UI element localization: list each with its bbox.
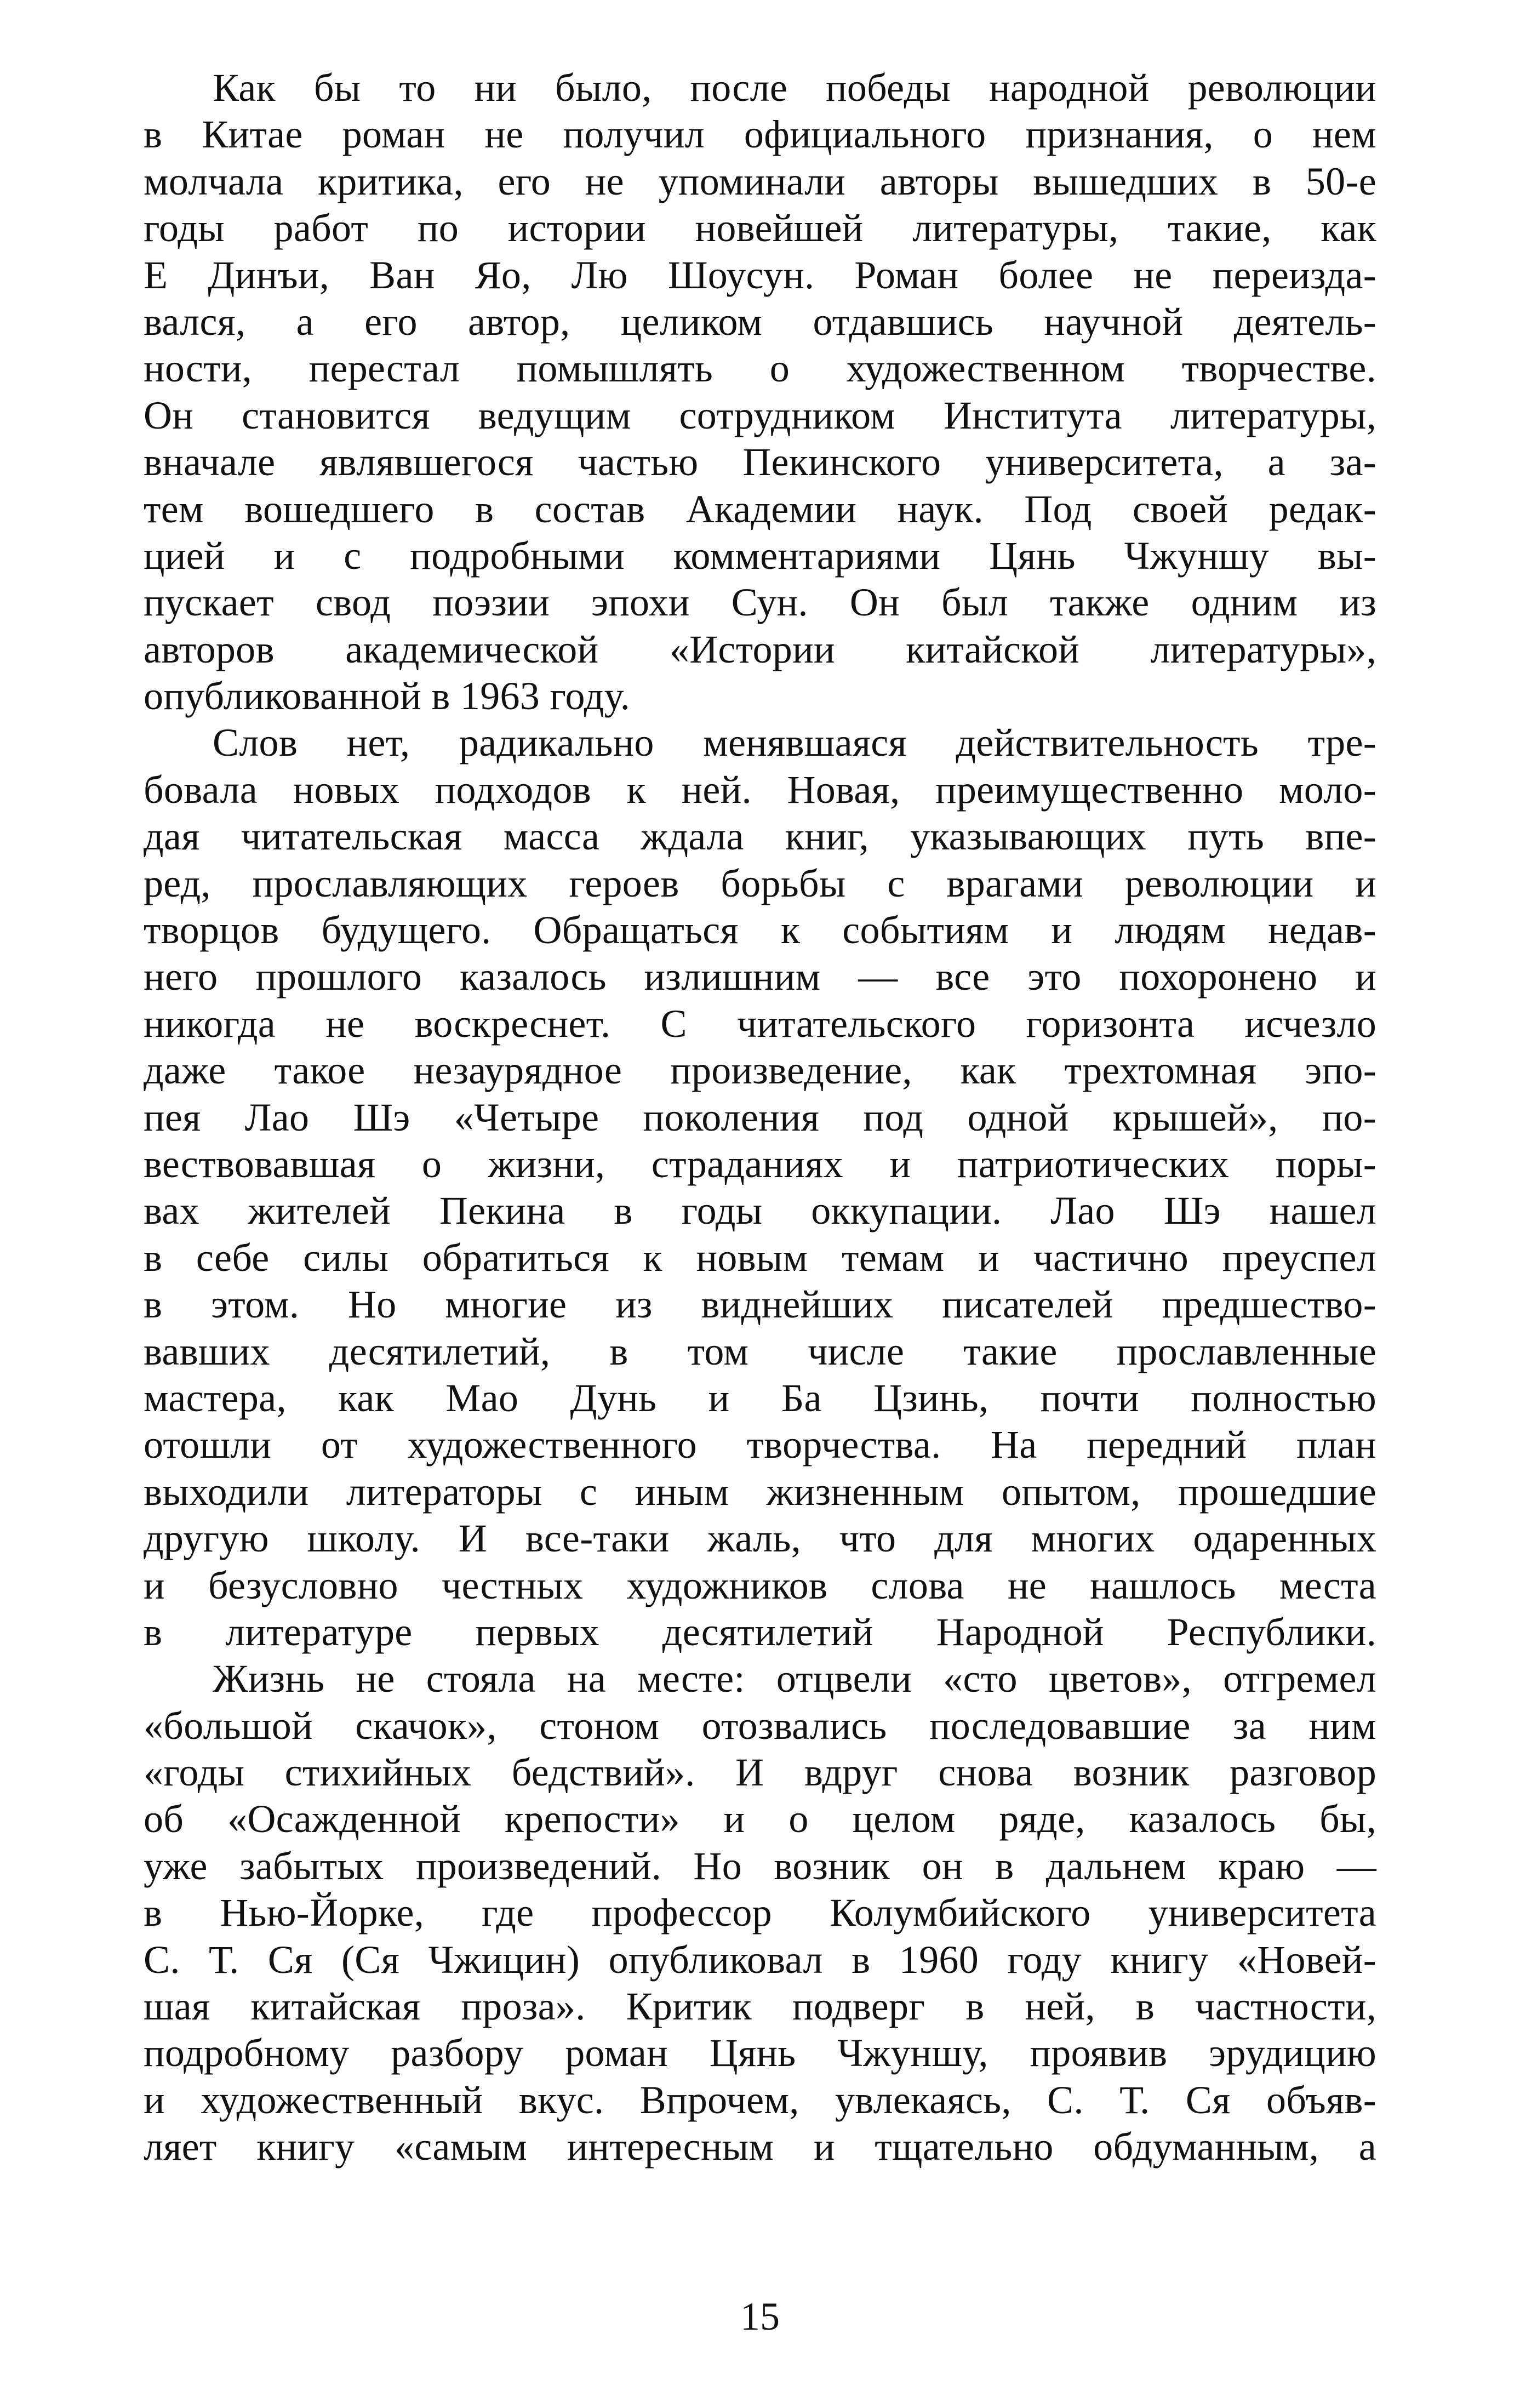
text-line: опубликованной в 1963 году.	[144, 674, 630, 718]
text-line: Жизнь не стояла на месте: отцвели «сто цветов», отгремел	[213, 1657, 1376, 1701]
text-line: «годы стихийных бедствий». И вдруг снова возник разговор	[144, 1750, 1376, 1795]
text-line: Он становится ведущим сотрудником Института литературы,	[144, 393, 1376, 437]
text-line: тем вошедшего в состав Академии наук. Под своей редак-	[144, 487, 1376, 531]
text-line: мастера, как Мао Дунь и Ба Цзинь, почти полностью	[144, 1376, 1376, 1420]
text-line: в этом. Но многие из виднейших писателей предшество-	[144, 1282, 1376, 1327]
text-line: ред, прославляющих героев борьбы с врагами революции и	[144, 861, 1376, 905]
text-line: шая китайская проза». Критик подверг в ней, в частности,	[144, 1984, 1376, 2029]
text-line: вавших десятилетий, в том числе такие прославленные	[144, 1329, 1376, 1373]
text-line: молчала критика, его не упоминали авторы вышедших в 50-е	[144, 159, 1376, 203]
body-text	[144, 65, 1376, 2171]
text-line: Как бы то ни было, после победы народной революции	[213, 66, 1376, 110]
text-line: цией и с подробными комментариями Цянь Чжуншу вы-	[144, 533, 1376, 578]
text-line: отошли от художественного творчества. На передний план	[144, 1423, 1376, 1467]
text-line: подробному разбору роман Цянь Чжуншу, проявив эрудицию	[144, 2031, 1376, 2075]
text-line: даже такое незаурядное произведение, как трехтомная эпо-	[144, 1048, 1376, 1093]
text-line: выходили литераторы с иным жизненным опытом, прошедшие	[144, 1469, 1376, 1514]
text-line: в Китае роман не получил официального признания, о нем	[144, 112, 1376, 157]
text-line: бовала новых подходов к ней. Новая, преимущественно моло-	[144, 767, 1376, 812]
text-line: в Нью-Йорке, где профессор Колумбийского университета	[144, 1891, 1376, 1935]
text-line: и художественный вкус. Впрочем, увлекаясь, С. Т. Ся объяв-	[144, 2078, 1376, 2122]
text-line: пускает свод поэзии эпохи Сун. Он был также одним из	[144, 580, 1376, 625]
text-line: Е Динъи, Ван Яо, Лю Шоусун. Роман более не переизда-	[144, 253, 1376, 297]
text-line: в себе силы обратиться к новым темам и частично преуспел	[144, 1235, 1376, 1280]
text-line: ности, перестал помышлять о художественном творчестве.	[144, 346, 1376, 391]
text-line: С. Т. Ся (Ся Чжицин) опубликовал в 1960 году книгу «Новей-	[144, 1937, 1376, 1982]
text-line: вах жителей Пекина в годы оккупации. Лао Шэ нашел	[144, 1189, 1376, 1233]
text-line: Слов нет, радикально менявшаяся действительность тре-	[213, 721, 1376, 765]
text-line: «большой скачок», стоном отозвались последовавшие за ним	[144, 1703, 1376, 1748]
text-line: ляет книгу «самым интересным и тщательно обдуманным, а	[144, 2125, 1376, 2169]
text-line: другую школу. И все-таки жаль, что для многих одаренных	[144, 1516, 1376, 1561]
text-line: дая читательская масса ждала книг, указывающих путь впе-	[144, 814, 1376, 859]
text-line: и безусловно честных художников слова не нашлось места	[144, 1563, 1376, 1607]
text-line: уже забытых произведений. Но возник он в дальнем краю —	[144, 1844, 1376, 1888]
page-number: 15	[740, 2295, 780, 2338]
text-line: в литературе первых десятилетий Народной Республики.	[144, 1610, 1376, 1654]
text-line: вествовавшая о жизни, страданиях и патриотических поры-	[144, 1142, 1376, 1186]
text-line: авторов академической «Истории китайской литературы»,	[144, 627, 1376, 671]
text-line: вначале являвшегося частью Пекинского университета, а за-	[144, 440, 1376, 484]
text-line: него прошлого казалось излишним — все это похоронено и	[144, 955, 1376, 999]
text-line: об «Осажденной крепости» и о целом ряде, казалось бы,	[144, 1797, 1376, 1841]
text-line: никогда не воскреснет. С читательского горизонта исчезло	[144, 1001, 1376, 1046]
text-line: вался, а его автор, целиком отдавшись научной деятель-	[144, 299, 1376, 344]
text-line: пея Лао Шэ «Четыре поколения под одной крышей», по-	[144, 1095, 1376, 1139]
text-line: годы работ по истории новейшей литературы, такие, как	[144, 206, 1376, 250]
text-line: творцов будущего. Обращаться к событиям и людям недав-	[144, 908, 1376, 952]
